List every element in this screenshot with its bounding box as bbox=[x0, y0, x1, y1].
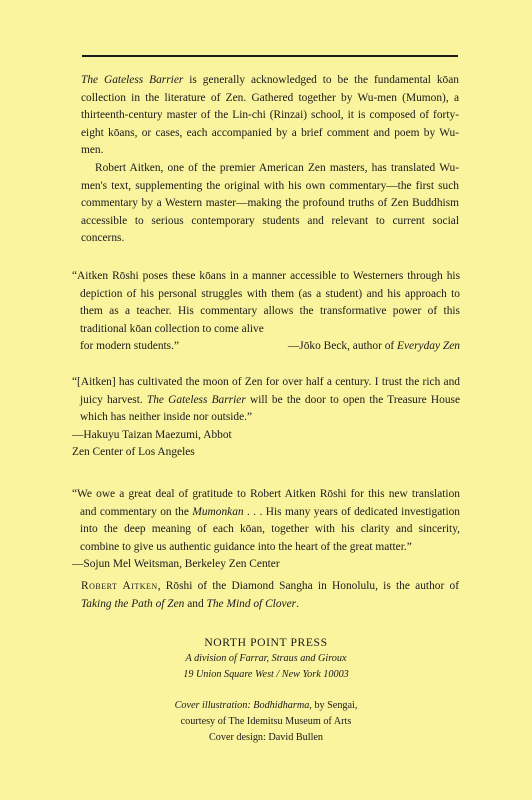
quote-attribution: —Jōko Beck, author of Everyday Zen bbox=[287, 340, 460, 353]
intro-section bbox=[81, 72, 459, 248]
intro-paragraph-1: The Gateless Barrier is generally acknowledged to be the fundamental kōan collection in the literature of Zen. Gathered together by Wu-men (Mumon), a thirteenth-century master of the Lin-chi (Rinzai) school, it is composed of forty-eight kōans, or cases, each accompanied by a brief comment and poem by Wu-men. bbox=[81, 74, 460, 157]
quote-text: “Aitken Rōshi poses these kōans in a manner accessible to Westerners through his depiction of his personal struggles with them (as a student) and his approach to them as a teacher. His commentary allows the transformative power of this traditional kōan collection to come alive bbox=[72, 270, 460, 335]
quote-attribution: —Hakuyu Taizan Maezumi, Abbot bbox=[72, 428, 232, 441]
book-title: The Gateless Barrier bbox=[81, 74, 184, 86]
author-bio bbox=[81, 578, 459, 613]
quote-weitsman bbox=[72, 486, 460, 574]
publisher-division: A division of Farrar, Straus and Giroux bbox=[185, 653, 347, 664]
quote-attribution: —Sojun Mel Weitsman, Berkeley Zen Center bbox=[72, 558, 280, 571]
quote-maezumi bbox=[72, 374, 460, 462]
quote-joko-beck bbox=[72, 268, 460, 356]
publisher-address: 19 Union Square West / New York 10003 bbox=[183, 669, 349, 680]
quote-text: “We owe a great deal of gratitude to Robert Aitken Rōshi for this new translation and commentary on the Mumonkan . . . His many years of dedicated investigation into the deep meaning of each kōan, together with his clarity and sincerity, combine to give us authentic guidance into the heart of the great matter.” bbox=[72, 488, 460, 553]
quote-attribution-org: Zen Center of Los Angeles bbox=[72, 446, 195, 459]
author-bio-text: Robert Aitken, Rōshi of the Diamond Sangha in Honolulu, is the author of Taking the Path of Zen and The Mind of Clover. bbox=[81, 580, 459, 610]
publisher-name: NORTH POINT PRESS bbox=[204, 636, 328, 649]
publisher-block bbox=[0, 634, 532, 683]
quote-tail: for modern students.” —Jōko Beck, author of Everyday Zen bbox=[72, 338, 460, 356]
cover-illustration-credit: Cover illustration: Bodhidharma, by Sengai, bbox=[174, 700, 358, 711]
intro-paragraph-2: Robert Aitken, one of the premier American Zen masters, has translated Wu-men's text, supplementing the original with his own commentary—the first such commentary by a Western master—making the profound truths of Zen Buddhism accessible to serious contemporary students and relevant to current social concerns. bbox=[81, 161, 459, 245]
top-rule bbox=[82, 55, 458, 57]
cover-credits bbox=[0, 698, 532, 746]
quote-text: “[Aitken] has cultivated the moon of Zen for over half a century. I trust the rich and juicy harvest. The Gateless Barrier will be the door to open the Treasure House which has neither inside nor outside.” bbox=[72, 376, 461, 424]
author-name: Robert Aitken bbox=[81, 580, 158, 592]
museum-credit: courtesy of The Idemitsu Museum of Arts bbox=[180, 716, 352, 727]
cover-design-credit: Cover design: David Bullen bbox=[208, 732, 324, 743]
